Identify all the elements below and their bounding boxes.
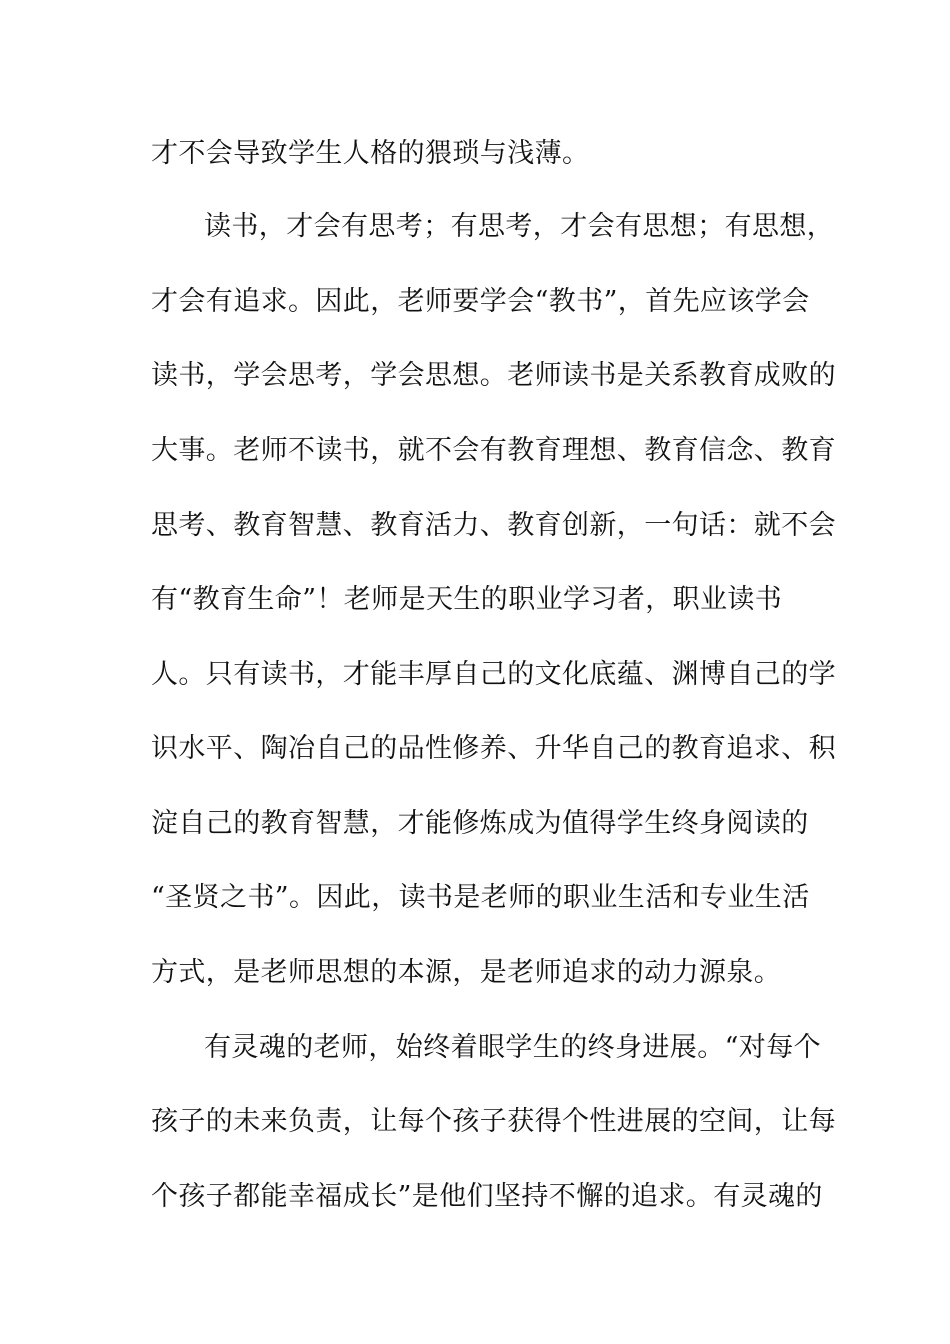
text-line: 个孩子都能幸福成长”是他们坚持不懈的追求。有灵魂的 — [151, 1181, 823, 1212]
text-line: 有“教育生命”！老师是天生的职业学习者，职业读书 — [151, 584, 783, 615]
text-line: 读书，学会思考，学会思想。老师读书是关系教育成败的 — [151, 360, 836, 391]
text-line: 才不会导致学生人格的猥琐与浅薄。 — [151, 138, 590, 169]
text-line: 才会有追求。因此，老师要学会“教书”，首先应该学会 — [151, 286, 810, 317]
paragraph-start-line: 有灵魂的老师，始终着眼学生的终身进展。“对每个 — [204, 1032, 822, 1063]
text-line: 孩子的未来负责，让每个孩子获得个性进展的空间，让每 — [151, 1106, 836, 1137]
text-line: 方式，是老师思想的本源，是老师追求的动力源泉。 — [151, 957, 782, 988]
paragraph-start-line: 读书，才会有思考；有思考，才会有思想；有思想， — [204, 211, 835, 242]
text-line: “圣贤之书”。因此，读书是老师的职业生活和专业生活 — [151, 882, 810, 913]
text-line: 思考、教育智慧、教育活力、教育创新，一句话：就不会 — [151, 510, 836, 541]
text-line: 人。只有读书，才能丰厚自己的文化底蕴、渊博自己的学 — [151, 659, 836, 690]
text-line: 大事。老师不读书，就不会有教育理想、教育信念、教育 — [151, 435, 836, 466]
text-line: 识水平、陶冶自己的品性修养、升华自己的教育追求、积 — [151, 733, 836, 764]
text-line: 淀自己的教育智慧，才能修炼成为值得学生终身阅读的 — [151, 808, 809, 839]
